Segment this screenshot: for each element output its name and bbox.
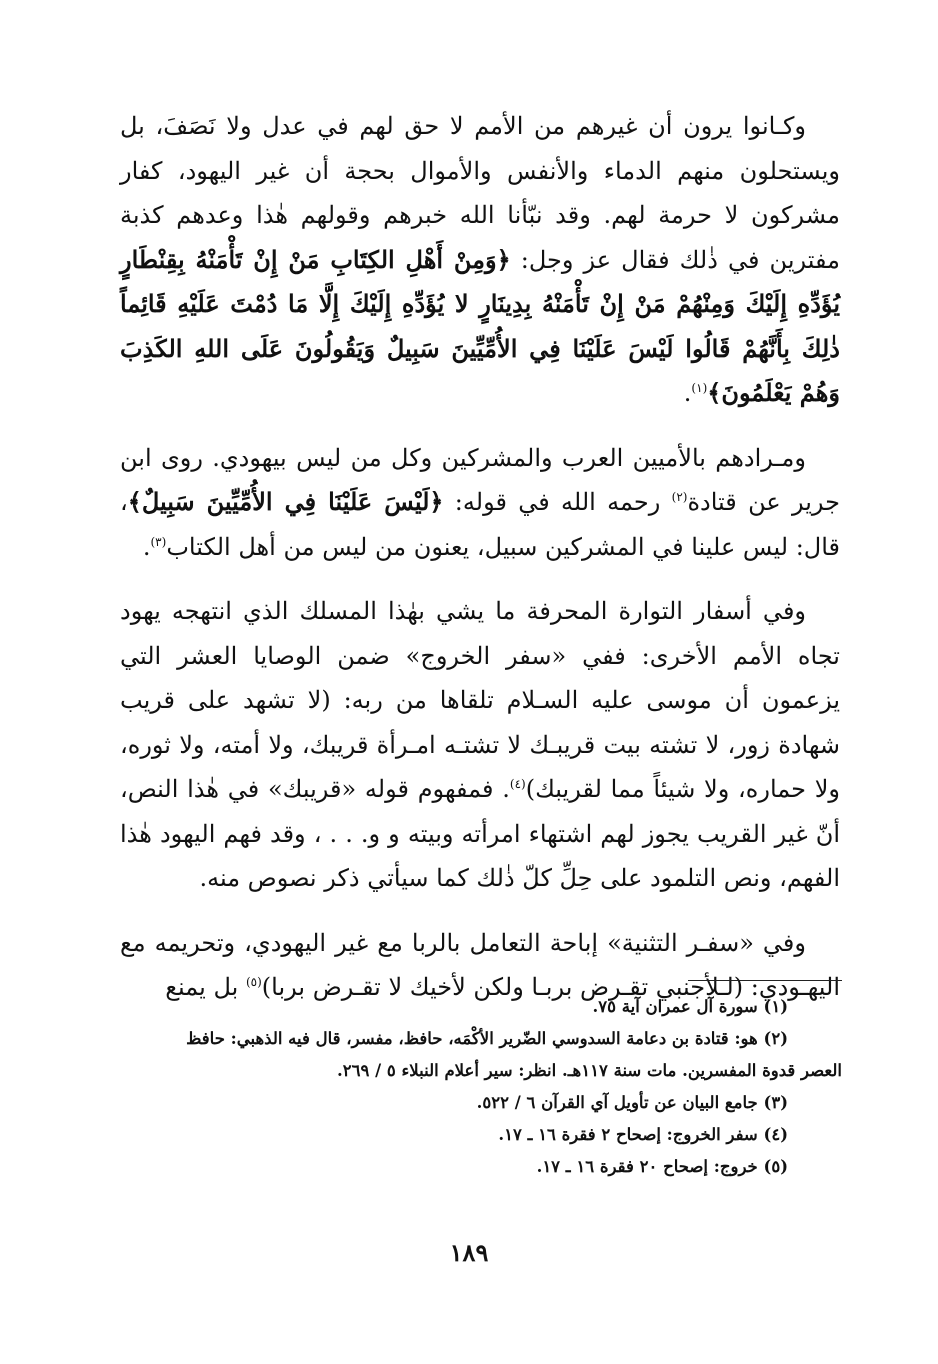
paragraph-3 [120, 589, 840, 901]
footnote-2: (٢) هو: قتادة بن دعامة السدوسي الضّرير الأكْمَه، حافظ، مفسر، قال فيه الذهبي: حافظ [186, 1029, 788, 1048]
footnote-2-continued: العصر قدوة المفسرين. مات سنة ١١٧هـ. انظر: سير أعلام النبلاء ٥ / ٢٦٩. [337, 1061, 842, 1080]
footnote-marker: (٢) [671, 490, 688, 504]
footnote-marker: (٥) [245, 975, 262, 989]
main-text [120, 104, 840, 1010]
page-number: ١٨٩ [449, 1238, 489, 1267]
paragraph-1 [120, 104, 840, 416]
footnote-marker: (٣) [150, 534, 167, 549]
footnote-marker: (٤) [509, 777, 526, 791]
paragraph-text: . فمفهوم قوله «قريبك» في هٰذا النص، أنّ غير القريب يجوز لهم اشتهاء امرأته وبيته و و. . . ، وقد فهم اليهود هٰذا الفهم، ونص التلمود على حِلِّ كلّ ذٰلك كما سيأتي ذكر نصوص منه. [120, 775, 840, 892]
footnote-1: (١) سورة آل عمران آية ٧٥. [592, 997, 788, 1016]
quran-verse: ﴿لَيْسَ عَلَيْنَا فِي الأُمِّيِّينَ سَبِيلٌ﴾ [127, 487, 444, 516]
footnote-4: (٤) سفر الخروج: إصحاح ٢ فقرة ١٦ ـ ١٧. [498, 1125, 788, 1144]
footnote-5: (٥) خروج: إصحاح ٢٠ فقرة ١٦ ـ ١٧. [536, 1157, 788, 1176]
quran-verse: ﴿وَمِنْ أَهْلِ الكِتَابِ مَنْ إِنْ تَأْمَنْهُ بِقِنْطَارٍ يُؤَدِّهِ إِلَيْكَ وَمِنْهُمْ مَنْ إِنْ تَأْمَنْهُ بِدِينَارٍ لا يُؤَدِّهِ إِلَيْكَ إِلَّا مَا دُمْتَ عَلَيْهِ قَائِماً ذٰلِكَ بِأَنَّهُمْ قَالُوا لَيْسَ عَلَيْنَا فِي الأُمِّيِّينَ سَبِيلٌ وَيَقُولُونَ عَلَى اللهِ الكَذِبَ وَهُمْ يَعْلَمُونَ﴾ [120, 244, 840, 407]
paragraph-text: ، قال: ليس علينا في المشركين سبيل، يعنون من ليس من أهل الكتاب [120, 488, 840, 561]
paragraph-text: بل يمنع [165, 973, 246, 1001]
paragraph-text: . [683, 379, 692, 407]
paragraph-text: . [142, 532, 151, 561]
footnotes [118, 991, 842, 1183]
paragraph-text: وفي «سفـر التثنية» إباحة التعامل بالربا مع غير اليهودي، وتحريمه مع اليهـودي: (لـلأجنبي تقـرض بربـا ولكن لأخيك لا تقـرض بربا) [120, 928, 840, 1001]
paragraph-text: وكـانوا يرون أن غيرهم من الأمم لا حق لهم في عدل ولا نَصَفَ، بل ويستحلون منهم الدماء والأنفس والأموال بحجة أن غير اليهود، كفار مشركون لا حرمة لهم. وقد نبّأنا الله خبرهم وقولهم هٰذا وعدهم كذبة مفترين في ذٰلك فقال عز وجل: [120, 112, 840, 274]
footnote-divider [688, 980, 842, 981]
paragraph-text: ومـرادهم بالأميين العرب والمشركين وكل من ليس بيهودي. روى ابن جرير عن قتادة [120, 443, 840, 516]
paragraph-2 [120, 436, 840, 570]
footnote-marker: (١) [691, 381, 708, 395]
paragraph-text: وفي أسفار التوارة المحرفة ما يشي بهٰذا المسلك الذي انتهجه يهود تجاه الأمم الأخرى: ففي «سفر الخروج» ضمن الوصايا العشر التي يزعمون أن موسى عليه السـلام تلقاها من ربه: (لا تشهد على قريب شهادة زور، لا تشته بيت قريبـك لا تشتـه امـرأة قريبك، ولا أمته، ولا ثوره، ولا حماره، ولا شيئاً مما لقريبك) [120, 597, 840, 803]
footnote-3: (٣) جامع البيان عن تأويل آي القرآن ٦ / ٥٢٢. [476, 1093, 788, 1112]
paragraph-text: رحمه الله في قوله: [443, 488, 672, 516]
